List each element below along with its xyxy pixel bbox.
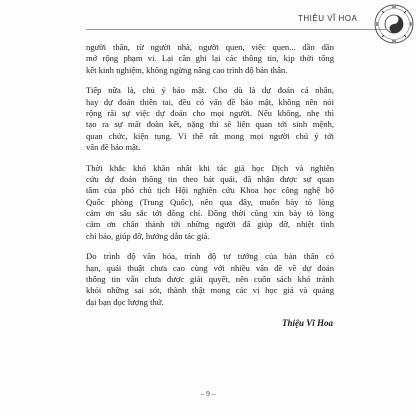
yin-yang-trigram-seal-icon (374, 4, 414, 44)
text-line: Quốc phòng (Trung Quốc), nên qua đây, muốn bày tỏ lòng (86, 196, 334, 207)
text-line: mở rộng phạm vi. Lại cần ghi lại các thông tin, kịp thời tổng (86, 53, 334, 64)
text-line: Thời khắc khó khăn nhất khi tác giả học Dịch và nghiên (86, 162, 334, 173)
text-line: Tiếp nữa là, chú ý bảo mật. Cho dù là dự đoán cá nhân, (86, 85, 334, 96)
text-line: kết kinh nghiệm, không ngừng nâng cao trình độ bản thân. (86, 64, 288, 75)
text-line: tạo ra sự mất đoàn kết, nặng thì sẽ liên quan tới sinh mệnh, (86, 119, 334, 130)
text-line: quan chức, kiện tụng. Vì thế rất mong mọi người chú ý tới (86, 130, 334, 141)
text-line: cảm ơn sâu sắc tới đồng chí. Đồng thời cũng xin bày tỏ lòng (86, 208, 334, 219)
paragraph-4 (86, 251, 334, 308)
text-line: cứu dự đoán thông tin theo bát quái, đã nhận được sự quan (86, 173, 334, 184)
running-header-title: THIỆU VĨ HOA (298, 14, 358, 23)
text-line: đại bạn đọc lượng thứ. (86, 296, 164, 307)
text-line: tâm của phó chủ tịch Hội nghiên cứu Khoa học công nghệ bộ (86, 185, 334, 196)
paragraph-1 (86, 42, 334, 76)
text-line: chỉ bảo, giúp đỡ, hướng dẫn tác giả. (86, 230, 210, 241)
text-line: thông tin vẫn chưa được giải quyết, nên cuốn sách khó tránh (86, 274, 334, 285)
text-line: vấn đề bảo mật. (86, 142, 141, 153)
paragraph-2 (86, 85, 334, 153)
text-line: cảm ơn chân thành tới những người đã giúp đỡ, nhiệt tình (86, 219, 334, 230)
text-line: người thân, từ người nhà, người quen, việc quen... dần dần (86, 42, 334, 52)
text-line: khỏi những sai sót, thành thật mong các vị học giả và quảng (86, 285, 334, 296)
paragraph-3 (86, 163, 334, 243)
text-line: hạn, quái thuật chưa cao cùng với nhiều vấn đề về dự đoán (86, 262, 334, 273)
text-line: hay dự đoán thiên tai, đều có vấn đề bảo mật, không nên nói (86, 96, 334, 107)
body-text (86, 42, 334, 317)
header-rule (86, 29, 386, 30)
text-line: rộng rãi sự việc dự đoán cho mọi người. Nếu không, nhẹ thì (86, 107, 334, 118)
page-number: – 9 – (200, 389, 216, 398)
author-signature: Thiệu Vĩ Hoa (282, 318, 334, 328)
text-line: Do trình độ văn hóa, trình độ tư tưởng của bản thân có (86, 251, 334, 262)
